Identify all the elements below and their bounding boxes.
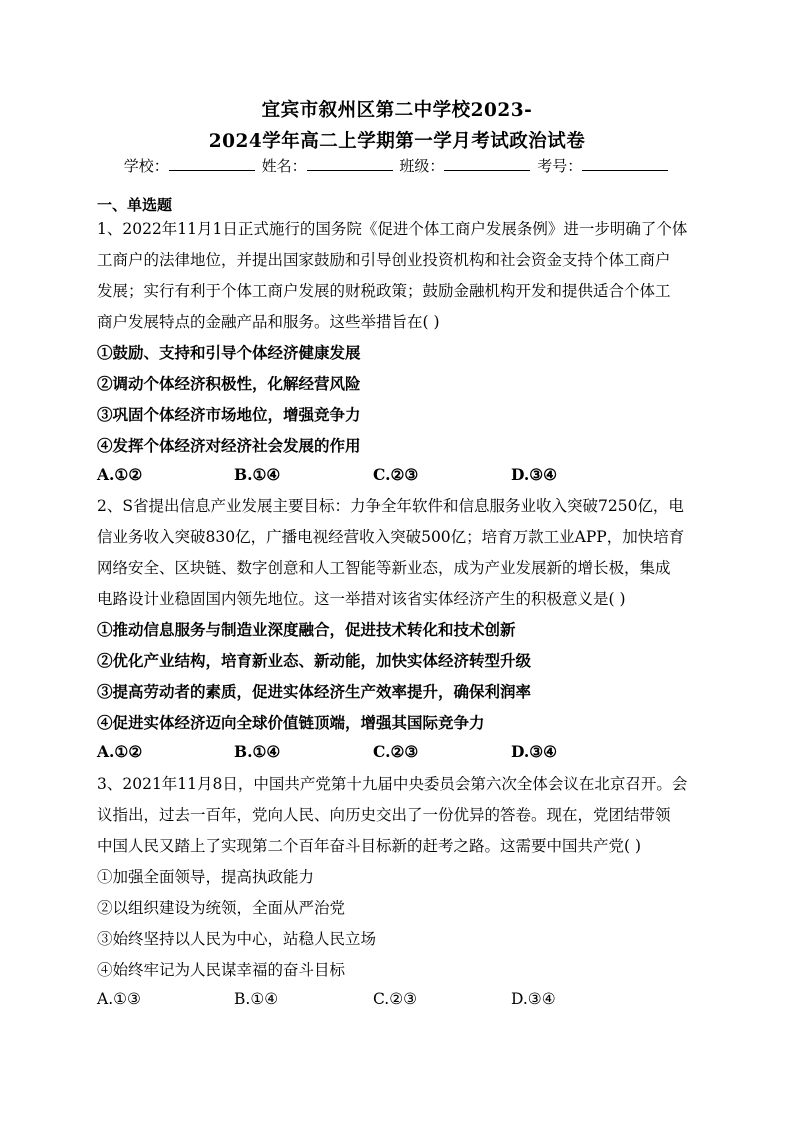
option-d[interactable]: D.③④ [511, 990, 556, 1008]
school-label: 学校： [123, 157, 169, 175]
question-stem-line: 2、S省提出信息产业发展主要目标：力争全年软件和信息服务业收入突破7250亿，电 [97, 497, 684, 515]
question-stem-line: 3、2021年11月8日，中国共产党第十九届中央委员会第六次全体会议在北京召开。会 [97, 775, 688, 793]
school-blank [169, 156, 255, 171]
option-c[interactable]: C.②③ [373, 742, 419, 761]
statement-item: ①推动信息服务与制造业深度融合，促进技术转化和技术创新 [97, 620, 516, 639]
statement-item: ②调动个体经济积极性，化解经营风险 [97, 374, 361, 393]
exam-title-line1: 宜宾市叙州区第二中学校2023- [261, 100, 533, 121]
statement-item: ②优化产业结构，培育新业态、新动能，加快实体经济转型升级 [97, 651, 532, 670]
statement-item: ④发挥个体经济对经济社会发展的作用 [97, 436, 361, 455]
class-label: 班级： [399, 157, 445, 175]
answer-options [97, 742, 657, 762]
option-a[interactable]: A.①② [97, 465, 143, 484]
name-blank [307, 156, 393, 171]
question-stem-line: 中国人民又踏上了实现第二个百年奋斗目标新的赶考之路。这需要中国共产党( ) [97, 837, 642, 855]
statement-item: ①加强全面领导，提高执政能力 [97, 868, 315, 886]
question-stem-line: 商户发展特点的金融产品和服务。这些举措旨在( ) [97, 313, 440, 331]
exam-title-line2: 2024学年高二上学期第一学月考试政治试卷 [208, 131, 586, 152]
statement-item: ④始终牢记为人民谋幸福的奋斗目标 [97, 961, 346, 979]
question-stem-line: 信业务收入突破830亿，广播电视经营收入突破500亿；培育万款工业APP，加快培育 [97, 528, 685, 546]
question-stem-line: 网络安全、区块链、数字创意和人工智能等新业态，成为产业发展新的增长极，集成 [97, 559, 671, 577]
question-stem-line: 1、2022年11月1日正式施行的国务院《促进个体工商户发展条例》进一步明确了个体 [97, 220, 688, 238]
question-stem-line: 电路设计业稳固国内领先地位。这一举措对该省实体经济产生的积极意义是( ) [97, 590, 626, 608]
option-c[interactable]: C.②③ [373, 465, 419, 484]
class-blank [444, 156, 530, 171]
student-info-row [0, 155, 794, 176]
option-c[interactable]: C.②③ [373, 990, 418, 1008]
option-b[interactable]: B.①④ [234, 465, 281, 484]
option-d[interactable]: D.③④ [511, 465, 558, 484]
statement-item: ④促进实体经济迈向全球价值链顶端，增强其国际竞争力 [97, 713, 485, 732]
statement-item: ③巩固个体经济市场地位，增强竞争力 [97, 405, 361, 424]
option-a[interactable]: A.①② [97, 742, 143, 761]
exam-number-blank [582, 156, 668, 171]
statement-item: ③提高劳动者的素质，促进实体经济生产效率提升，确保利润率 [97, 682, 532, 701]
option-a[interactable]: A.①③ [97, 990, 141, 1008]
option-b[interactable]: B.①④ [234, 742, 281, 761]
statement-item: ②以组织建设为统领，全面从严治党 [97, 899, 346, 917]
option-d[interactable]: D.③④ [511, 742, 558, 761]
answer-options [97, 990, 657, 1010]
statement-item: ③始终坚持以人民为中心，站稳人民立场 [97, 930, 377, 948]
statement-item: ①鼓励、支持和引导个体经济健康发展 [97, 343, 361, 362]
question-stem-line: 工商户的法律地位，并提出国家鼓励和引导创业投资机构和社会资金支持个体工商户 [97, 251, 671, 269]
name-label: 姓名： [261, 157, 307, 175]
question-stem-line: 发展；实行有利于个体工商户发展的财税政策；鼓励金融机构开发和提供适合个体工 [97, 282, 671, 300]
option-b[interactable]: B.①④ [234, 990, 279, 1008]
question-stem-line: 议指出，过去一百年，党向人民、向历史交出了一份优异的答卷。现在，党团结带领 [97, 806, 671, 824]
exam-number-label: 考号： [537, 157, 583, 175]
section-title: 一、单选题 [97, 196, 173, 214]
answer-options [97, 465, 657, 485]
